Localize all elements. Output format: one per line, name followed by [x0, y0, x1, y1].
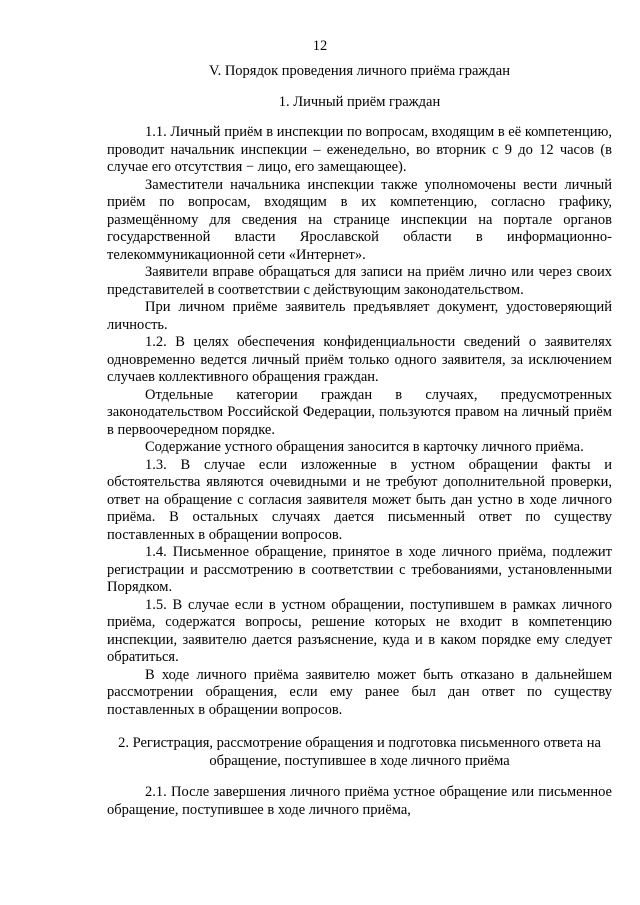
paragraphs-block-1 — [107, 124, 612, 719]
paragraph-1-4: 1.4. Письменное обращение, принятое в ходе личного приёма, подлежит регистрации и рассмотрению в соответствии с требованиями, установленными Порядком. — [107, 544, 612, 595]
subsection-title-registration: 2. Регистрация, рассмотрение обращения и подготовка письменного ответа на обращение, поступившее в ходе личного приёма — [118, 735, 601, 769]
paragraph-deputies: Заместители начальника инспекции также уполномочены вести личный приём по вопросам, входящим в их компетенцию, согласно графику, размещённому для сведения на странице инспекции на портале органов государственной власти Ярославской области в информационно-телекоммуникационной сети «Интернет». — [107, 176, 612, 263]
paragraph-oral-card: Содержание устного обращения заносится в карточку личного приёма. — [145, 439, 584, 455]
paragraph-1-1: 1.1. Личный приём в инспекции по вопросам, входящим в её компетенцию, проводит начальник инспекции – еженедельно, во вторник с 9 до 12 часов (в случае его отсутствия − лицо, его замещающее). — [107, 124, 612, 175]
paragraph-priority-categories: Отдельные категории граждан в случаях, предусмотренных законодательством Российской Федерации, пользуются правом на личный приём в первоочередном порядке. — [107, 386, 612, 438]
paragraph-1-3: 1.3. В случае если изложенные в устном обращении факты и обстоятельства являются очевидными и не требуют дополнительной проверки, ответ на обращение с согласия заявителя может быть дан устно в ходе личного приёма. В остальных случаях дается письменный ответ по существу поставленных в обращении вопросов. — [107, 456, 612, 543]
subsection-title-personal-reception: 1. Личный приём граждан — [278, 94, 441, 110]
paragraph-identity-document: При личном приёме заявитель предъявляет документ, удостоверяющий личность. — [107, 299, 612, 333]
paragraph-1-2: 1.2. В целях обеспечения конфиденциальности сведений о заявителях одновременно ведется личный приём только одного заявителя, за исключением случаев коллективного обращения граждан. — [107, 334, 612, 385]
paragraphs-block-2 — [107, 784, 612, 819]
paragraph-applicants-registration: Заявители вправе обращаться для записи на приём лично или через своих представителей в соответствии с действующим законодательством. — [107, 264, 612, 298]
page-number: 12 — [312, 38, 328, 54]
section-title: V. Порядок проведения личного приёма граждан — [208, 63, 510, 79]
paragraph-2-1: 2.1. После завершения личного приёма устное обращение или письменное обращение, поступившее в ходе личного приёма, — [107, 784, 612, 818]
paragraph-refusal: В ходе личного приёма заявителю может быть отказано в дальнейшем рассмотрении обращения, если ему ранее был дан ответ по существу поставленных в обращении вопросов. — [107, 666, 612, 718]
paragraph-1-5: 1.5. В случае если в устном обращении, поступившем в рамках личного приёма, содержатся вопросы, решение которых не входит в компетенцию инспекции, заявителю дается разъяснение, куда и в каком порядке ему следует обратиться. — [107, 596, 612, 665]
